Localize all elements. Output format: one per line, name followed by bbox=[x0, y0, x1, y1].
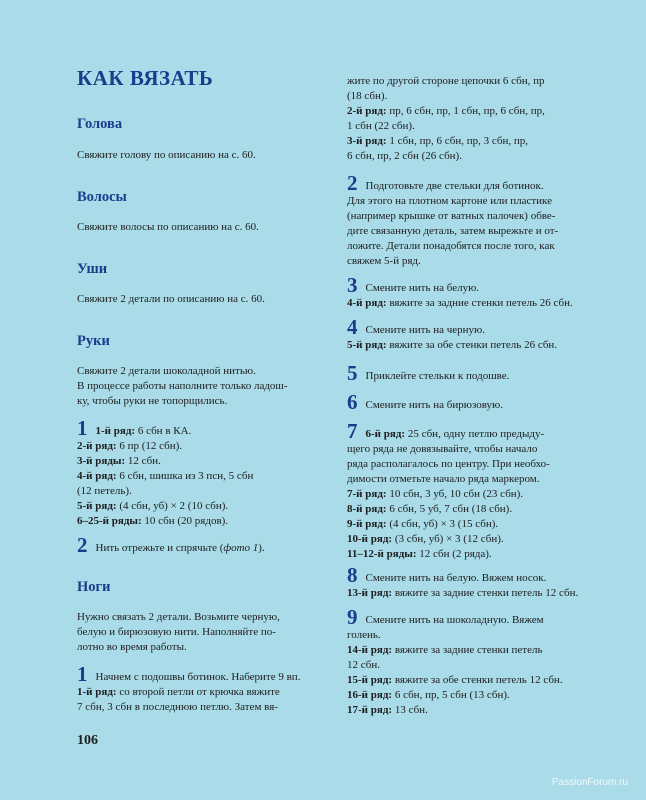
step-number: 5 bbox=[347, 361, 358, 385]
right-continuation: жите по другой стороне цепочки 6 сбн, пр (18 сбн). 2-й ряд: пр, 6 сбн, пр, 1 сбн, пр, 6 сбн, пр, 1 сбн (22 сбн). 3-й ряд: 1 сбн, пр, 6 сбн, пр, 3 сбн, пр, 6 сбн, пр, 2 сбн (26 сбн). bbox=[347, 75, 545, 162]
heading-ears: Уши bbox=[77, 261, 108, 277]
arms-step-2: 2 Нить отрежьте и спрячьте (фото 1). bbox=[77, 533, 265, 557]
step-number: 4 bbox=[347, 315, 358, 339]
text-head: Свяжите голову по описанию на с. 60. bbox=[77, 149, 256, 161]
step-number: 9 bbox=[347, 605, 358, 629]
heading-head: Голова bbox=[77, 116, 123, 132]
legs-step-9: 9 Смените нить на шоколадную. Вяжем голень. 14-й ряд: вяжите за задние стенки петель 12 сбн. 15-й ряд: вяжите за обе стенки петель 12 сбн. 16-й ряд: 6 сбн, пр, 5 сбн (13 сбн). 17-й ряд: 13 сбн. bbox=[347, 605, 563, 716]
legs-step-8: 8 Смените нить на белую. Вяжем носок. 13-й ряд: вяжите за задние стенки петель 12 сбн. bbox=[347, 563, 579, 599]
step-number: 1 bbox=[77, 416, 88, 440]
step-number: 7 bbox=[347, 419, 358, 443]
arms-intro: Свяжите 2 детали шоколадной нитью. В процессе работы наполните только ладош- ку, чтобы руки не топорщились. bbox=[77, 365, 288, 407]
text-hair: Свяжите волосы по описанию на с. 60. bbox=[77, 221, 259, 233]
legs-intro: Нужно связать 2 детали. Возьмите черную, белую и бирюзовую нити. Наполняйте по- лотно во время работы. bbox=[77, 611, 280, 653]
step-number: 6 bbox=[347, 390, 358, 414]
step-number: 2 bbox=[347, 171, 358, 195]
step-number: 3 bbox=[347, 273, 358, 297]
legs-step-7: 7 6-й ряд: 25 сбн, одну петлю предыду- щего ряда не довязывайте, чтобы начало ряда располагалось по центру. При необхо- димости отметьте начало ряда маркером. 7-й ряд: 10 сбн, 3 уб, 10 сбн (23 сбн). 8-й ряд: 6 сбн, 5 уб, 7 сбн (18 сбн). 9-й ряд: (4 сбн, уб) × 3 (15 сбн). 10-й ряд: (3 сбн, уб) × 3 (12 сбн). 11–12-й ряды: 12 сбн (2 ряда). bbox=[347, 419, 550, 560]
step-number: 2 bbox=[77, 533, 88, 557]
page-title: КАК ВЯЗАТЬ bbox=[77, 66, 214, 90]
heading-arms: Руки bbox=[77, 333, 110, 349]
page-number: 106 bbox=[77, 733, 98, 748]
heading-legs: Ноги bbox=[77, 579, 111, 595]
legs-step-6: 6 Смените нить на бирюзовую. bbox=[347, 390, 504, 414]
text-ears: Свяжите 2 детали по описанию на с. 60. bbox=[77, 293, 265, 305]
legs-step-1: 1 Начнем с подошвы ботинок. Наберите 9 вп. 1-й ряд: со второй петли от крючка вяжите 7 сбн, 3 сбн в последнюю петлю. Затем вя- bbox=[77, 662, 301, 713]
legs-step-5: 5 Приклейте стельки к подошве. bbox=[347, 361, 510, 385]
arms-step-1: 1 1-й ряд: 6 сбн в КА. 2-й ряд: 6 пр (12 сбн). 3-й ряды: 12 сбн. 4-й ряд: 6 сбн, шишка из 3 псн, 5 сбн (12 петель). 5-й ряд: (4 сбн, уб) × 2 (10 сбн). 6–25-й ряды: 10 сбн (20 рядов). bbox=[77, 416, 254, 527]
step-number: 8 bbox=[347, 563, 358, 587]
legs-step-2: 2 Подготовьте две стельки для ботинок. Для этого на плотном картоне или пластике (например крышке от ватных палочек) обве- дите связанную деталь, затем вырежьте и от- ложите. Детали понадобятся после того, как свяжем 5-й ряд. bbox=[347, 171, 559, 267]
legs-step-4: 4 Смените нить на черную. 5-й ряд: вяжите за обе стенки петель 26 сбн. bbox=[347, 315, 558, 351]
step-number: 1 bbox=[77, 662, 88, 686]
site-watermark: PassionForum.ru bbox=[551, 777, 628, 788]
legs-step-3: 3 Смените нить на белую. 4-й ряд: вяжите за задние стенки петель 26 сбн. bbox=[347, 273, 573, 309]
heading-hair: Волосы bbox=[77, 189, 127, 205]
